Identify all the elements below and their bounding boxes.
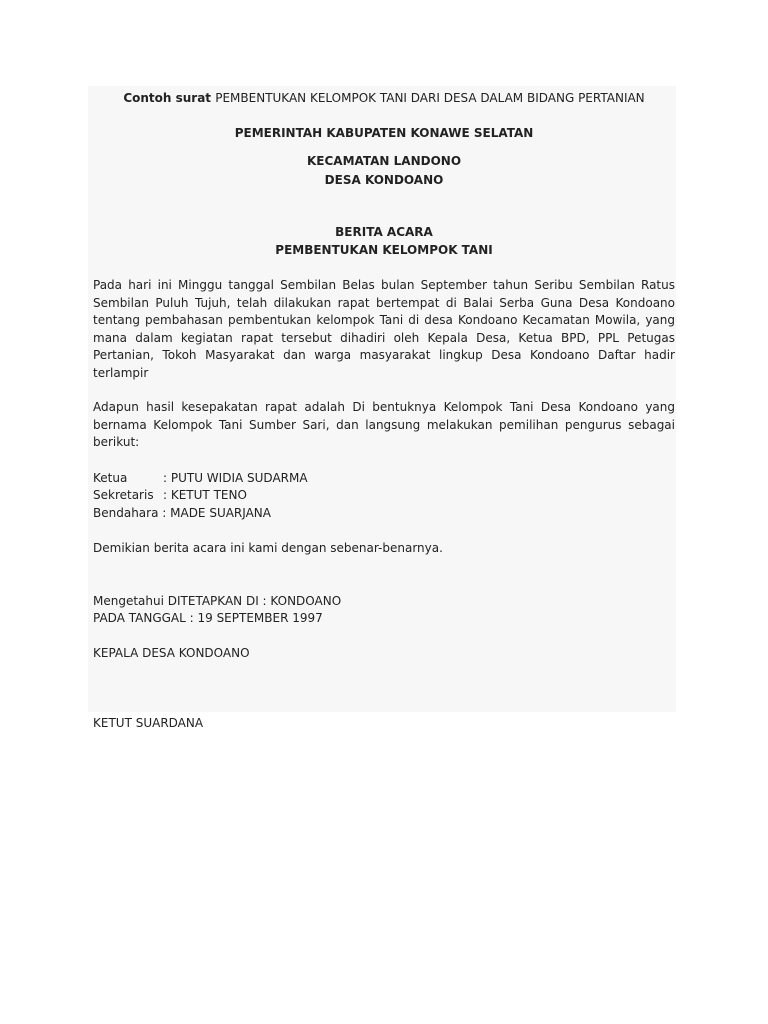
closing-statement: Demikian berita acara ini kami dengan sebenar-benarnya. — [93, 541, 443, 555]
paragraph-meeting: Pada hari ini Minggu tanggal Sembilan Belas bulan September tahun Seribu Sembilan Ratus Sembilan Puluh Tujuh, telah dilakukan rapat bertempat di Balai Serba Guna Desa Kondoano tentang pembahasan pembentukan kelompok Tani di desa Kondoano Kecamatan Mowila, yang mana dalam kegiatan rapat tersebut dihadiri oleh Kepala Desa, Ketua BPD, PPL Petugas Pertanian, Tokoh Masyarakat dan warga masyarakat lingkup Desa Kondoano Daftar hadir terlampir — [93, 278, 675, 380]
officer-separator: : — [163, 488, 171, 502]
paragraph-agreement: Adapun hasil kesepakatan rapat adalah Di bentuknya Kelompok Tani Desa Kondoano yang bernama Kelompok Tani Sumber Sari, dan langsung melakukan pemilihan pengurus sebagai berikut: — [93, 400, 675, 449]
officer-role: Bendahara — [93, 505, 159, 520]
heading-berita-acara: BERITA ACARA — [335, 225, 433, 239]
place-line: Mengetahui DITETAPKAN DI : KONDOANO — [93, 593, 342, 608]
document-title-prefix: Contoh surat — [123, 91, 216, 105]
date-line: PADA TANGGAL : 19 SEPTEMBER 1997 — [93, 611, 323, 625]
village-header: DESA KONDOANO — [324, 172, 444, 187]
officer-row-ketua — [93, 470, 675, 488]
officer-role: Ketua — [93, 470, 128, 485]
officer-name: MADE SUARJANA — [170, 505, 271, 520]
signer-title: KEPALA DESA KONDOANO — [93, 645, 250, 660]
officer-row-sekretaris — [93, 487, 675, 505]
officer-name: PUTU WIDIA SUDARMA — [170, 470, 308, 485]
document-title — [93, 90, 675, 108]
officer-role: Sekretaris — [93, 488, 154, 502]
document-title-main: PEMBENTUKAN KELOMPOK TANI DARI DESA DALAM BIDANG PERTANIAN — [215, 91, 645, 105]
officer-row-bendahara — [93, 505, 675, 523]
officer-separator: : — [163, 470, 171, 485]
officer-name: KETUT TENO — [170, 488, 247, 502]
government-header: PEMERINTAH KABUPATEN KONAWE SELATAN — [234, 125, 534, 140]
signer-name: KETUT SUARDANA — [93, 716, 204, 730]
officers-list — [93, 470, 675, 523]
heading-pembentukan: PEMBENTUKAN KELOMPOK TANI — [275, 242, 493, 257]
district-header: KECAMATAN LANDONO — [306, 154, 462, 168]
document-content — [93, 90, 675, 733]
officer-separator: : — [162, 505, 171, 520]
